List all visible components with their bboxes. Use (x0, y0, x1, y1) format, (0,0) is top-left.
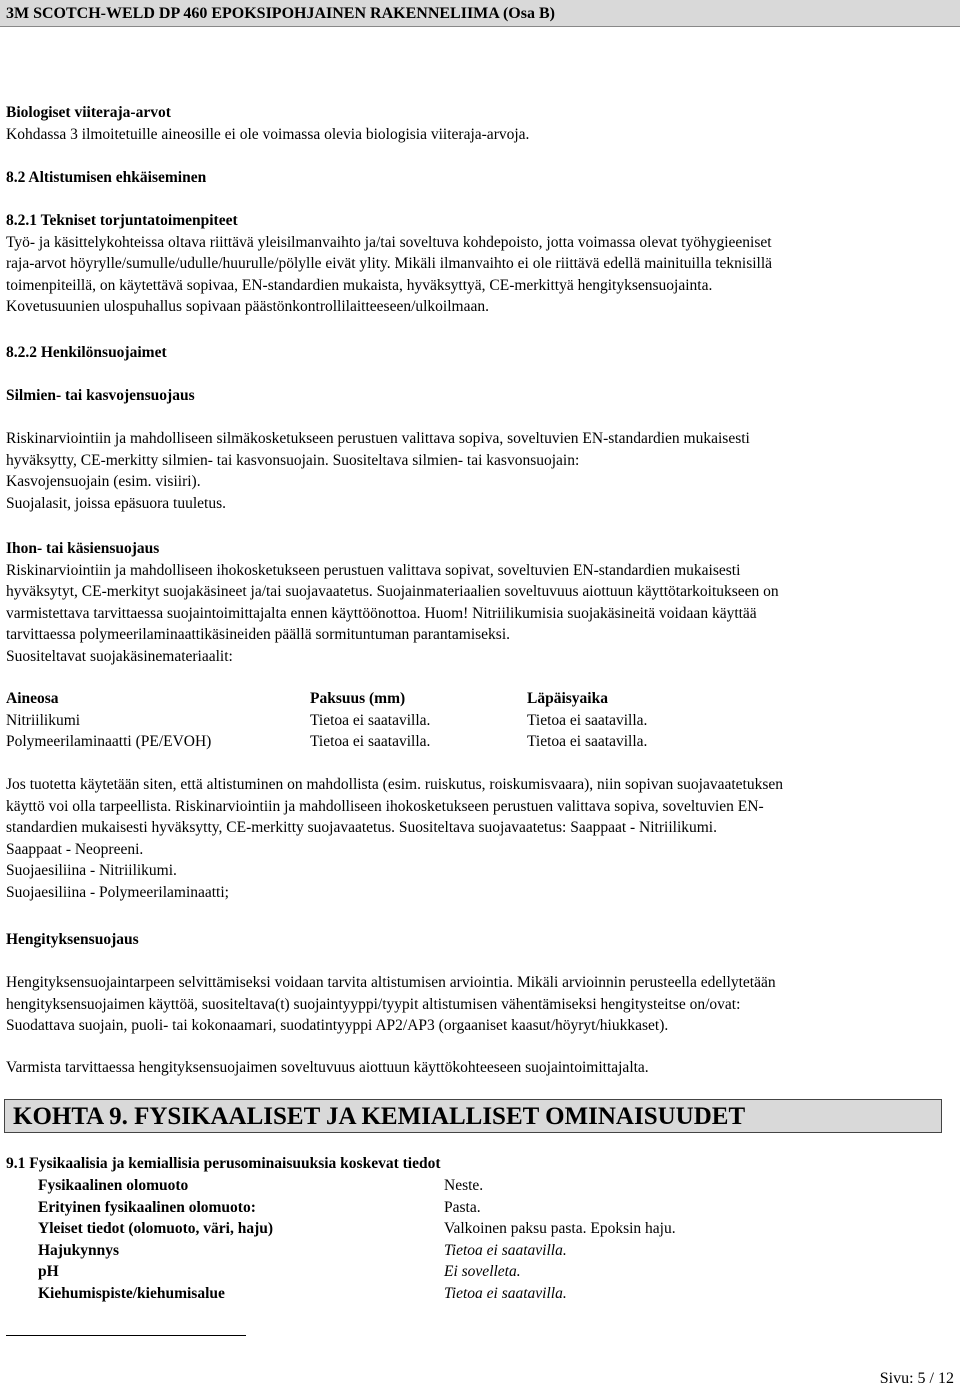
property-value: Valkoinen paksu pasta. Epoksin haju. (444, 1220, 676, 1238)
property-row (38, 1261, 844, 1283)
property-value: Tietoa ei saatavilla. (444, 1241, 567, 1259)
skin2-line: Suojaesiliina - Polymeerilaminaatti; (6, 883, 229, 901)
resp-line: Suodattava suojain, puoli- tai kokonaamari, suodatintyyppi AP2/AP3 (orgaaniset kaasut/höyryt/hiukkaset). (6, 1017, 669, 1035)
respiratory-text (6, 972, 950, 1037)
skin2-line: Suojaesiliina - Nitriilikumi. (6, 862, 177, 880)
table-row (6, 731, 747, 753)
resp-line: Hengityksensuojaintarpeen selvittämiseksi voidaan tarvita altistumisen arviointia. Mikäli arvioinnin perusteella edellytetään (6, 974, 776, 991)
table-header: Aineosa (6, 690, 59, 707)
skin-line: Suositeltavat suojakäsinemateriaalit: (6, 647, 233, 665)
property-value: Tietoa ei saatavilla. (444, 1284, 567, 1302)
skin2-line: Saappaat - Neopreeni. (6, 840, 144, 858)
section-9-title: KOHTA 9. FYSIKAALISET JA KEMIALLISET OMINAISUUDET (4, 1099, 942, 1133)
s821-line: toimenpiteillä, on käytettävä sopivaa, EN-standardien mukaista, hyväksyttyä, CE-merkittyä hengityksensuojainta. (6, 276, 713, 294)
table-header-row (6, 688, 747, 710)
table-header: Paksuus (mm) (310, 690, 406, 707)
eye-protection-heading: Silmien- tai kasvojensuojaus (6, 387, 195, 404)
skin-line: hyväksytyt, CE-merkityt suojakäsineet ja/tai suojavaatetus. Suojainmateriaalien soveltuvuus aiottuun käyttötarkoitukseen on (6, 583, 779, 601)
resp-line: hengityksensuojaimen käyttöä, suositeltava(t) suojaintyyppi/tyypit altistumisen vähentämiseksi hengitysteitse on/ovat: (6, 995, 741, 1013)
protective-clothing (6, 774, 950, 904)
respiratory-note: Varmista tarvittaessa hengityksensuojaimen soveltuvuus aiottuun käyttökohteeseen suojaintoimittajalta. (6, 1059, 649, 1076)
properties-table (38, 1175, 844, 1305)
eye-line: Kasvojensuojain (esim. visiiri). (6, 473, 201, 491)
table-cell: Polymeerilaminaatti (PE/EVOH) (6, 733, 212, 751)
skin-line: varmistettava tarvittaessa suojaintoimittajalta ennen käyttöönottoa. Huom! Nitriilikumisia suojakäsineitä voidaan käyttää (6, 604, 757, 622)
eye-line: hyväksytty, CE-merkitty silmien- tai kasvonsuojain. Suositeltava silmien- tai kasvonsuojain: (6, 451, 580, 469)
property-value: Neste. (444, 1177, 484, 1194)
eye-protection-text (6, 428, 950, 514)
table-cell: Nitriilikumi (6, 711, 81, 729)
footer-divider (6, 1335, 246, 1336)
eye-line: Suojalasit, joissa epäsuora tuuletus. (6, 494, 226, 512)
bio-text: Kohdassa 3 ilmoitetuille aineosille ei ole voimassa olevia biologisia viiteraja-arvoja. (6, 125, 530, 143)
s821-heading: 8.2.1 Tekniset torjuntatoimenpiteet (6, 212, 238, 229)
property-row (38, 1197, 844, 1219)
section-8-2-1 (6, 210, 950, 318)
section-8-2-2-heading: 8.2.2 Henkilönsuojaimet (6, 344, 167, 361)
property-label: Kiehumispiste/kiehumisalue (38, 1284, 225, 1302)
document-header: 3M SCOTCH-WELD DP 460 EPOKSIPOHJAINEN RAKENNELIIMA (Osa B) (0, 0, 960, 27)
section-8-2-heading: 8.2 Altistumisen ehkäiseminen (6, 169, 207, 186)
skin-protection (6, 538, 950, 668)
property-row (38, 1218, 844, 1240)
s821-line: Kovetusuunien ulospuhallus sopivaan päästönkontrollilaitteeseen/ulkoilmaan. (6, 298, 489, 316)
bio-heading: Biologiset viiteraja-arvot (6, 104, 171, 121)
table-cell: Tietoa ei saatavilla. (527, 711, 648, 729)
property-value: Ei sovelleta. (444, 1263, 521, 1281)
respiratory-heading: Hengityksensuojaus (6, 931, 139, 948)
table-cell: Tietoa ei saatavilla. (310, 711, 431, 729)
property-row (38, 1175, 844, 1197)
skin-heading: Ihon- tai käsiensuojaus (6, 540, 160, 557)
skin2-line: standardien mukaisesti hyväksytty, CE-merkitty suojavaatetus. Suositeltava suojavaatetus: Saappaat - Nitriilikumi. (6, 819, 717, 837)
property-row (38, 1240, 844, 1262)
glove-material-table (6, 688, 747, 753)
page-number: Sivu: 5 / 12 (879, 1370, 954, 1387)
property-row (38, 1283, 844, 1305)
biological-limits (6, 102, 950, 145)
property-label: Erityinen fysikaalinen olomuoto: (38, 1198, 256, 1216)
table-cell: Tietoa ei saatavilla. (310, 733, 431, 751)
property-label: pH (38, 1263, 59, 1281)
skin2-line: Jos tuotetta käytetään siten, että altistuminen on mahdollista (esim. ruiskutus, roiskumisvaara), niin sopivan suojavaatetuksen (6, 776, 783, 793)
property-label: Fysikaalinen olomuoto (38, 1177, 189, 1194)
s821-line: Työ- ja käsittelykohteissa oltava riittävä yleisilmanvaihto ja/tai soveltuva kohdepoisto, jotta voimassa olevat työhygieeniset (6, 233, 772, 251)
table-cell: Tietoa ei saatavilla. (527, 733, 648, 751)
table-header: Läpäisyaika (527, 690, 608, 707)
section-9-1-heading: 9.1 Fysikaalisia ja kemiallisia perusominaisuuksia koskevat tiedot (6, 1155, 441, 1172)
skin-line: Riskinarviointiin ja mahdolliseen ihokosketukseen perustuen valittava sopivat, soveltuvien EN-standardien mukaisesti (6, 561, 741, 579)
eye-line: Riskinarviointiin ja mahdolliseen silmäkosketukseen perustuen valittava sopiva, soveltuvien EN-standardien mukaisesti (6, 430, 750, 447)
skin-line: tarvittaessa polymeerilaminaattikäsineiden päällä sormituntuman parantamiseksi. (6, 626, 511, 644)
skin2-line: käyttö voi olla tarpeellista. Riskinarviointiin ja mahdolliseen ihokosketukseen perustuen valittava sopiva, soveltuvien EN- (6, 797, 764, 815)
s821-line: raja-arvot höyrylle/sumulle/udulle/huurulle/pölylle eivät ylity. Mikäli ilmanvaihto ei ole riittävä edellä mainituilla teknisillä (6, 255, 773, 273)
property-label: Yleiset tiedot (olomuoto, väri, haju) (38, 1220, 274, 1238)
property-label: Hajukynnys (38, 1241, 119, 1259)
table-row (6, 710, 747, 732)
property-value: Pasta. (444, 1198, 481, 1216)
